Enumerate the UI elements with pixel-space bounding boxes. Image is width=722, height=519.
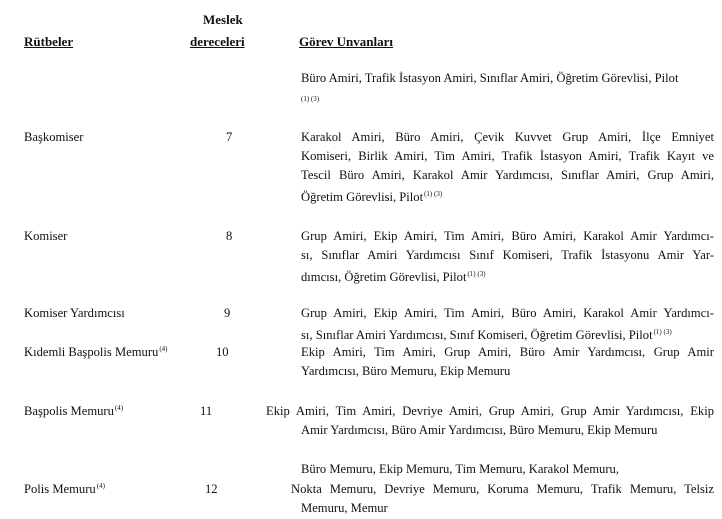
rank-polis-memuru: Polis Memuru$^{(4)}$	[24, 482, 105, 496]
rank-komiser-yardimcisi: Komiser Yardımcısı	[24, 306, 125, 320]
rank-kidemli-baspolis-memuru: Kıdemli Başpolis Memuru$^{(4)}$	[24, 345, 168, 359]
grade-baskomiser: 7	[226, 130, 233, 144]
rank-komiser: Komiser	[24, 229, 68, 243]
row-3-line-1: Grup Amiri, Ekip Amiri, Tim Amiri, Büro Amiri, Karakol Amir Yardımcı-	[301, 306, 714, 320]
grade-baspolis-memuru: 11	[200, 404, 213, 418]
row-1-line-2: Komiseri, Birlik Amiri, Tim Amiri, Trafik İstasyon Amiri, Trafik Kayıt ve	[301, 149, 714, 163]
rank-note-kidemli-baspolis: (4)	[159, 345, 168, 353]
row-2-note: (1) (3)	[467, 270, 486, 278]
grade-komiser: 8	[226, 229, 233, 243]
row-1-line-1: Karakol Amiri, Büro Amiri, Çevik Kuvvet Grup Amiri, İlçe Emniyet	[301, 130, 714, 144]
row-2-line-2: sı, Sınıflar Amiri Yardımcısı Sınıf Komiseri, Trafik İstasyonu Amir Yar-	[301, 248, 714, 262]
grade-kidemli-baspolis-memuru: 10	[216, 345, 229, 359]
header-grade-line1: Meslek	[203, 12, 243, 27]
row-2-line-3: dımcısı, Öğretim Görevlisi, Pilot$^{(1) (3)}$	[301, 270, 486, 284]
grade-komiser-yardimcisi: 9	[224, 306, 231, 320]
row-0-title-line-1: Büro Amiri, Trafik İstasyon Amiri, Sınıflar Amiri, Öğretim Görevlisi, Pilot (1) (3)	[301, 71, 679, 103]
row-5-line-1: Ekip Amiri, Tim Amiri, Devriye Amiri, Grup Amiri, Grup Amir Yardımcısı, Ekip	[266, 404, 714, 418]
row-3-note: (1) (3)	[653, 328, 672, 336]
header-titles: Görev Unvanları	[299, 34, 394, 49]
rank-note-baspolis: (4)	[114, 404, 124, 412]
row-6-line-1: Büro Memuru, Ekip Memuru, Tim Memuru, Karakol Memuru,	[301, 462, 619, 476]
rank-baskomiser: Başkomiser	[24, 130, 84, 144]
row-5-line-2: Amir Yardımcısı, Büro Amir Yardımcısı, Büro Memuru, Ekip Memuru	[301, 423, 658, 437]
row-0-note: (1) (3)	[301, 95, 320, 103]
row-1-line-3: Tescil Büro Amiri, Karakol Amir Yardımcısı, Sınıflar Amiri, Grup Amiri,	[301, 168, 714, 182]
grade-polis-memuru: 12	[205, 482, 218, 496]
header-ranks: Rütbeler	[24, 34, 74, 49]
rank-baspolis-memuru: Başpolis Memuru$^{(4)}$	[24, 404, 124, 418]
row-6-line-3: Memuru, Memur	[301, 501, 388, 515]
row-2-line-1: Grup Amiri, Ekip Amiri, Tim Amiri, Büro Amiri, Karakol Amir Yardımcı-	[301, 229, 714, 243]
row-6-line-2: Nokta Memuru, Devriye Memuru, Koruma Memuru, Trafik Memuru, Telsiz	[291, 482, 714, 496]
row-3-line-2: sı, Sınıflar Amiri Yardımcısı, Sınıf Komiseri, Öğretim Görevlisi, Pilot$^{(1) (3)}$	[301, 328, 672, 342]
row-1-note: (1) (3)	[424, 190, 443, 198]
row-4-line-1: Ekip Amiri, Tim Amiri, Grup Amiri, Büro Amir Yardımcısı, Grup Amir	[301, 345, 714, 359]
row-4-line-2: Yardımcısı, Büro Memuru, Ekip Memuru	[301, 364, 511, 378]
header-grade-line2: dereceleri	[190, 34, 245, 49]
row-1-line-4: Öğretim Görevlisi, Pilot$^{(1) (3)}$	[301, 190, 443, 204]
rank-note-polis: (4)	[96, 482, 105, 490]
